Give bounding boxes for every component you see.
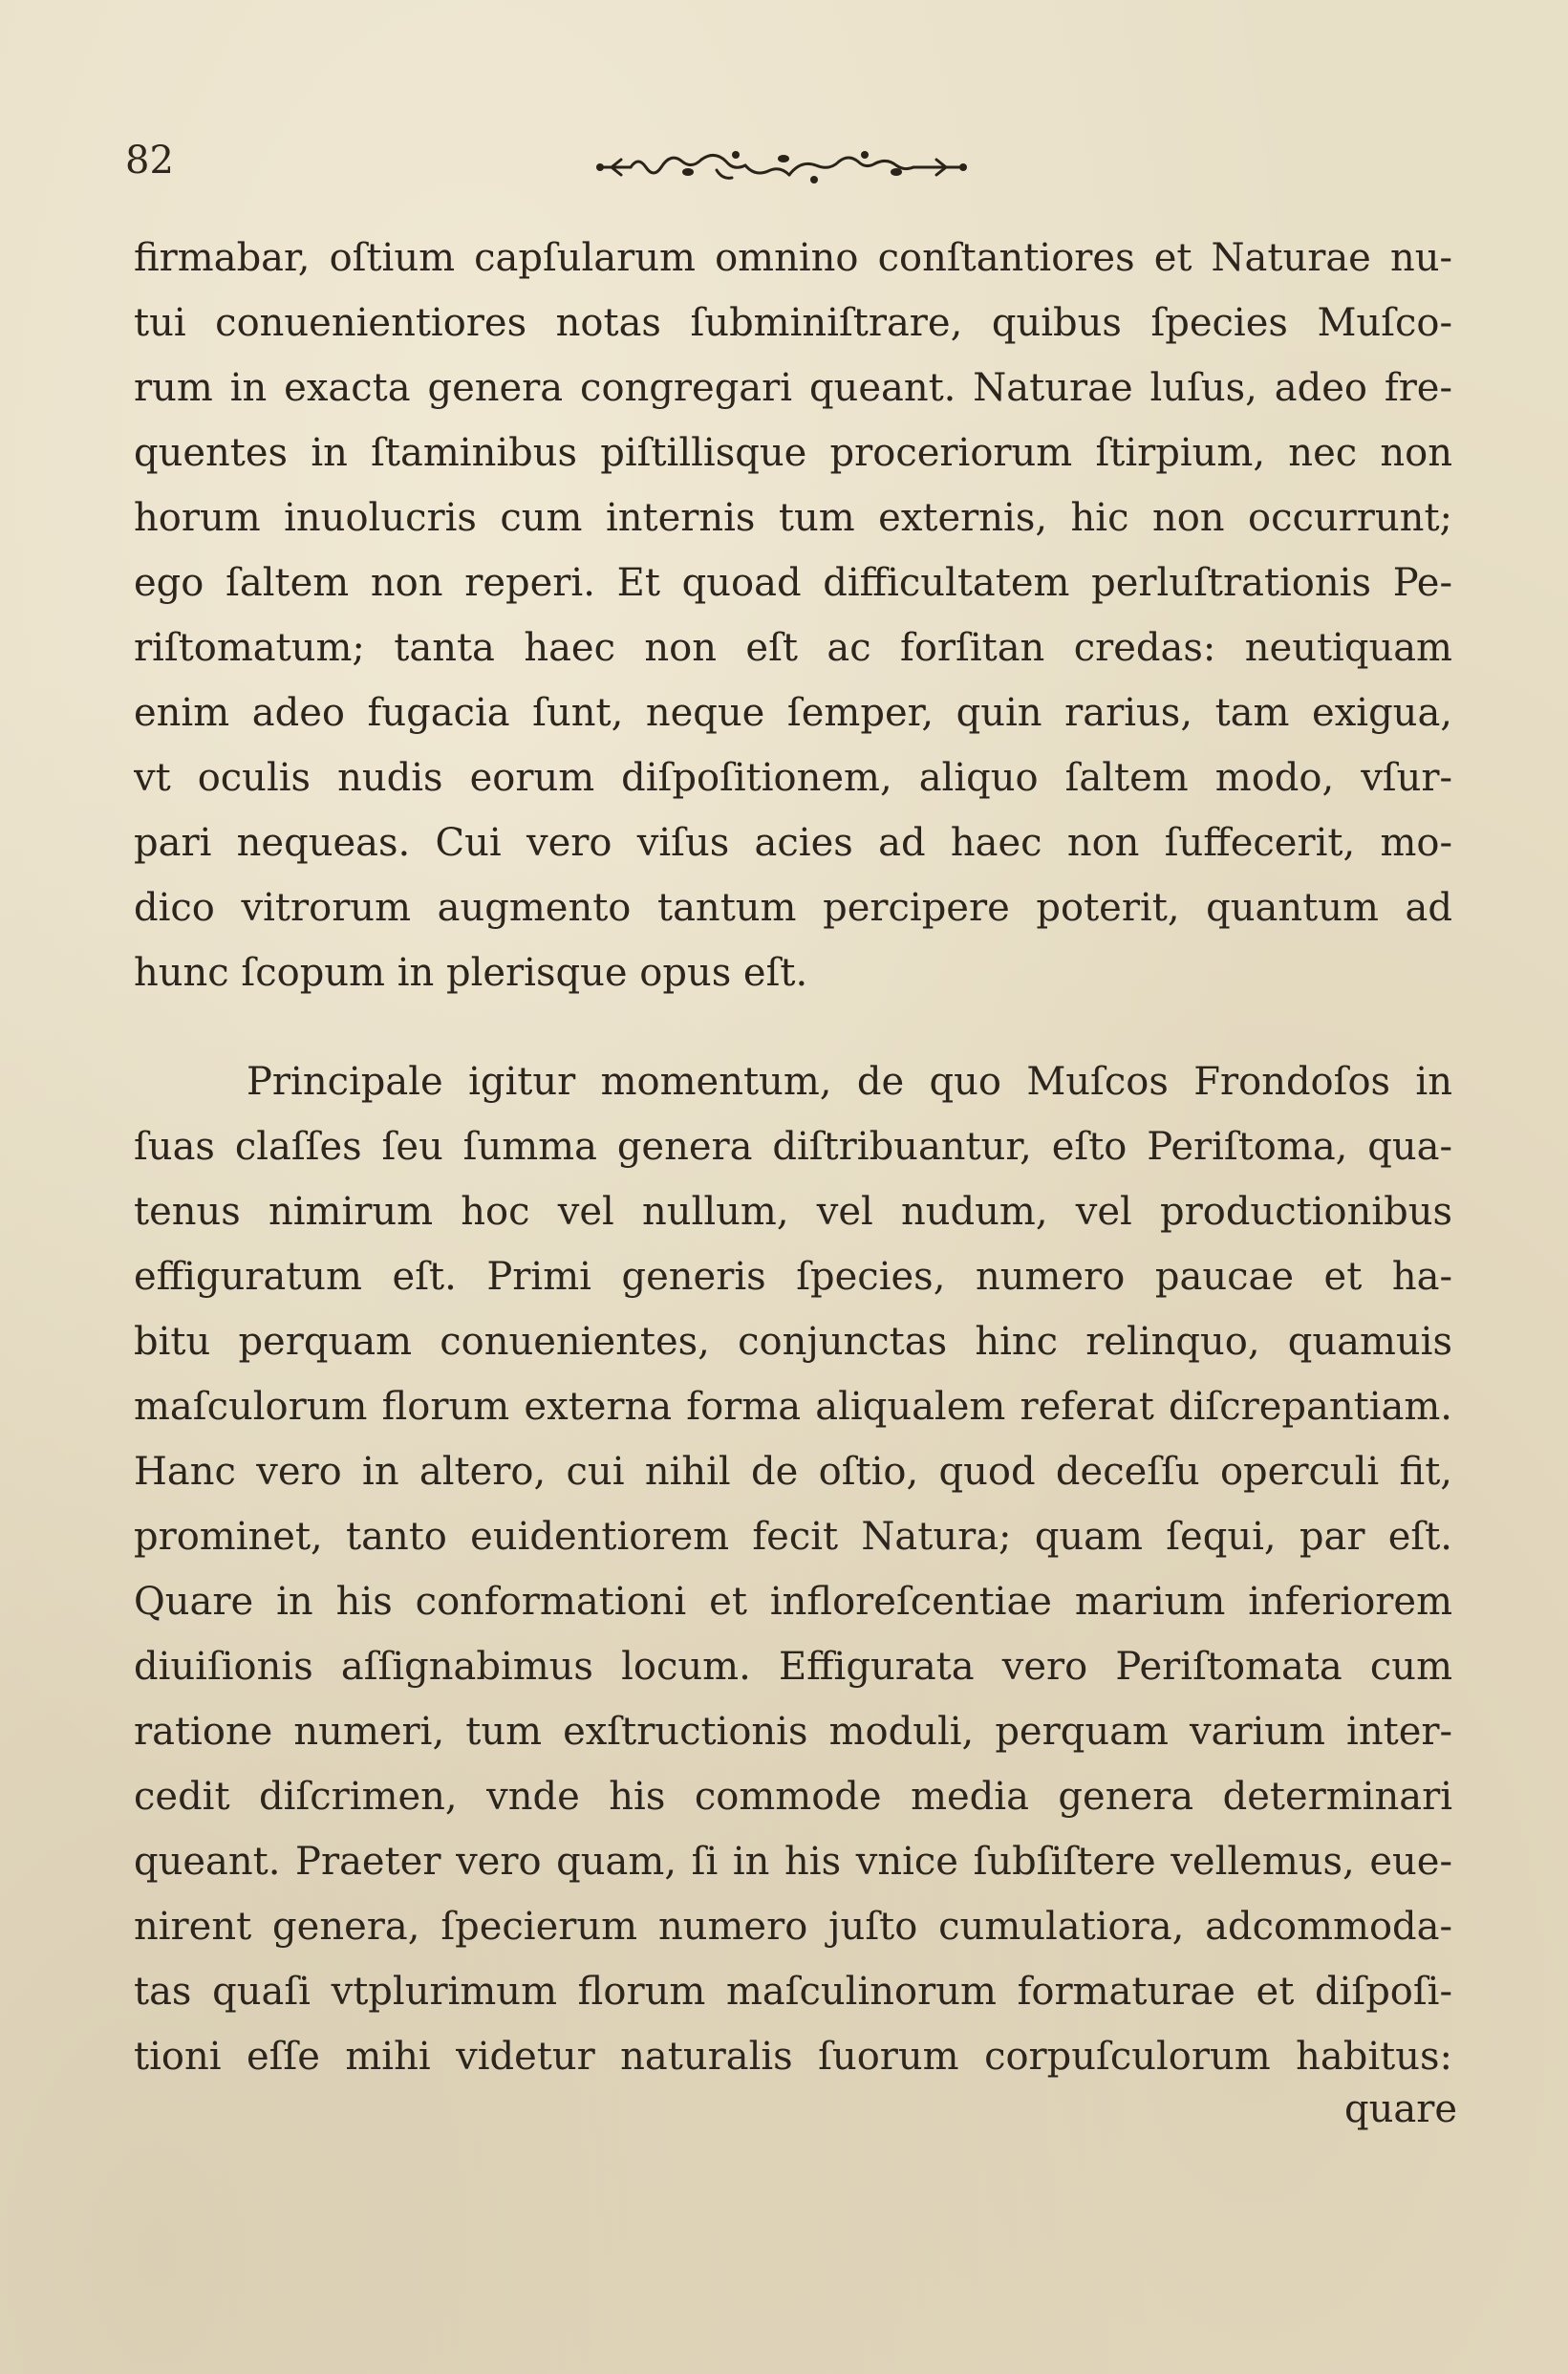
catchword: quare	[1343, 2087, 1457, 2131]
text-line: cedit diſcrimen, vnde his commode media genera determinari	[134, 1775, 1452, 1819]
text-line: ego ſaltem non reperi. Et quoad difficultatem perluſtrationis Pe-	[134, 561, 1452, 605]
text-line: effiguratum eſt. Primi generis ſpecies, numero paucae et ha-	[134, 1255, 1452, 1299]
text-line: dico vitrorum augmento tantum percipere poterit, quantum ad	[134, 886, 1452, 930]
text-line: rum in exacta genera congregari queant. Naturae luſus, adeo fre-	[134, 366, 1452, 410]
text-line: Hanc vero in altero, cui nihil de oſtio, quod deceſſu operculi fit,	[134, 1450, 1452, 1494]
headpiece-ornament-icon	[592, 143, 970, 191]
text-line: firmabar, oſtium capſularum omnino conſtantiores et Naturae nu-	[134, 236, 1452, 280]
text-line: Quare in his conformationi et infloreſcentiae marium inferiorem	[134, 1580, 1452, 1624]
text-line: enim adeo fugacia ſunt, neque ſemper, quin rarius, tam exigua,	[134, 691, 1452, 735]
page-number: 82	[125, 139, 174, 183]
text-line: tioni eſſe mihi videtur naturalis ſuorum corpuſculorum habitus:	[134, 2035, 1452, 2079]
paragraph-first	[134, 226, 1452, 1005]
paragraph-second	[134, 1049, 1452, 2089]
text-line: prominet, tanto euidentiorem fecit Natura; quam ſequi, par eſt.	[134, 1515, 1452, 1559]
text-line: nirent genera, ſpecierum numero juſto cumulatiora, adcommoda-	[134, 1905, 1452, 1949]
text-line: ſuas claſſes ſeu ſumma genera diſtribuantur, eſto Periſtoma, qua-	[134, 1125, 1452, 1169]
text-line: queant. Praeter vero quam, ſi in his vnice ſubſiſtere vellemus, eue-	[134, 1840, 1452, 1884]
text-line: ratione numeri, tum exſtructionis moduli, perquam varium inter-	[134, 1710, 1452, 1754]
text-line-indented: Principale igitur momentum, de quo Muſcos Frondoſos in	[247, 1060, 1452, 1104]
text-line: diuiſionis aſſignabimus locum. Effigurata vero Periſtomata cum	[134, 1645, 1452, 1689]
text-line: quentes in ſtaminibus piſtillisque proceriorum ſtirpium, nec non	[134, 431, 1452, 475]
text-line: hunc ſcopum in plerisque opus eſt.	[134, 951, 808, 995]
text-line: tui conuenientiores notas ſubminiſtrare, quibus ſpecies Muſco-	[134, 301, 1452, 345]
text-line: riſtomatum; tanta haec non eſt ac forſitan credas: neutiquam	[134, 626, 1452, 670]
text-line: vt oculis nudis eorum diſpoſitionem, aliquo ſaltem modo, vſur-	[134, 756, 1452, 800]
text-line: tas quaſi vtplurimum florum maſculinorum formaturae et diſpoſi-	[134, 1970, 1452, 2014]
text-line: pari nequeas. Cui vero viſus acies ad haec non ſuffecerit, mo-	[134, 821, 1452, 865]
text-line: maſculorum florum externa forma aliqualem referat diſcrepantiam.	[134, 1385, 1452, 1429]
text-line: tenus nimirum hoc vel nullum, vel nudum, vel productionibus	[134, 1190, 1452, 1234]
text-line: horum inuolucris cum internis tum externis, hic non occurrunt;	[134, 496, 1452, 540]
text-line: bitu perquam conuenientes, conjunctas hinc relinquo, quamuis	[134, 1320, 1452, 1364]
